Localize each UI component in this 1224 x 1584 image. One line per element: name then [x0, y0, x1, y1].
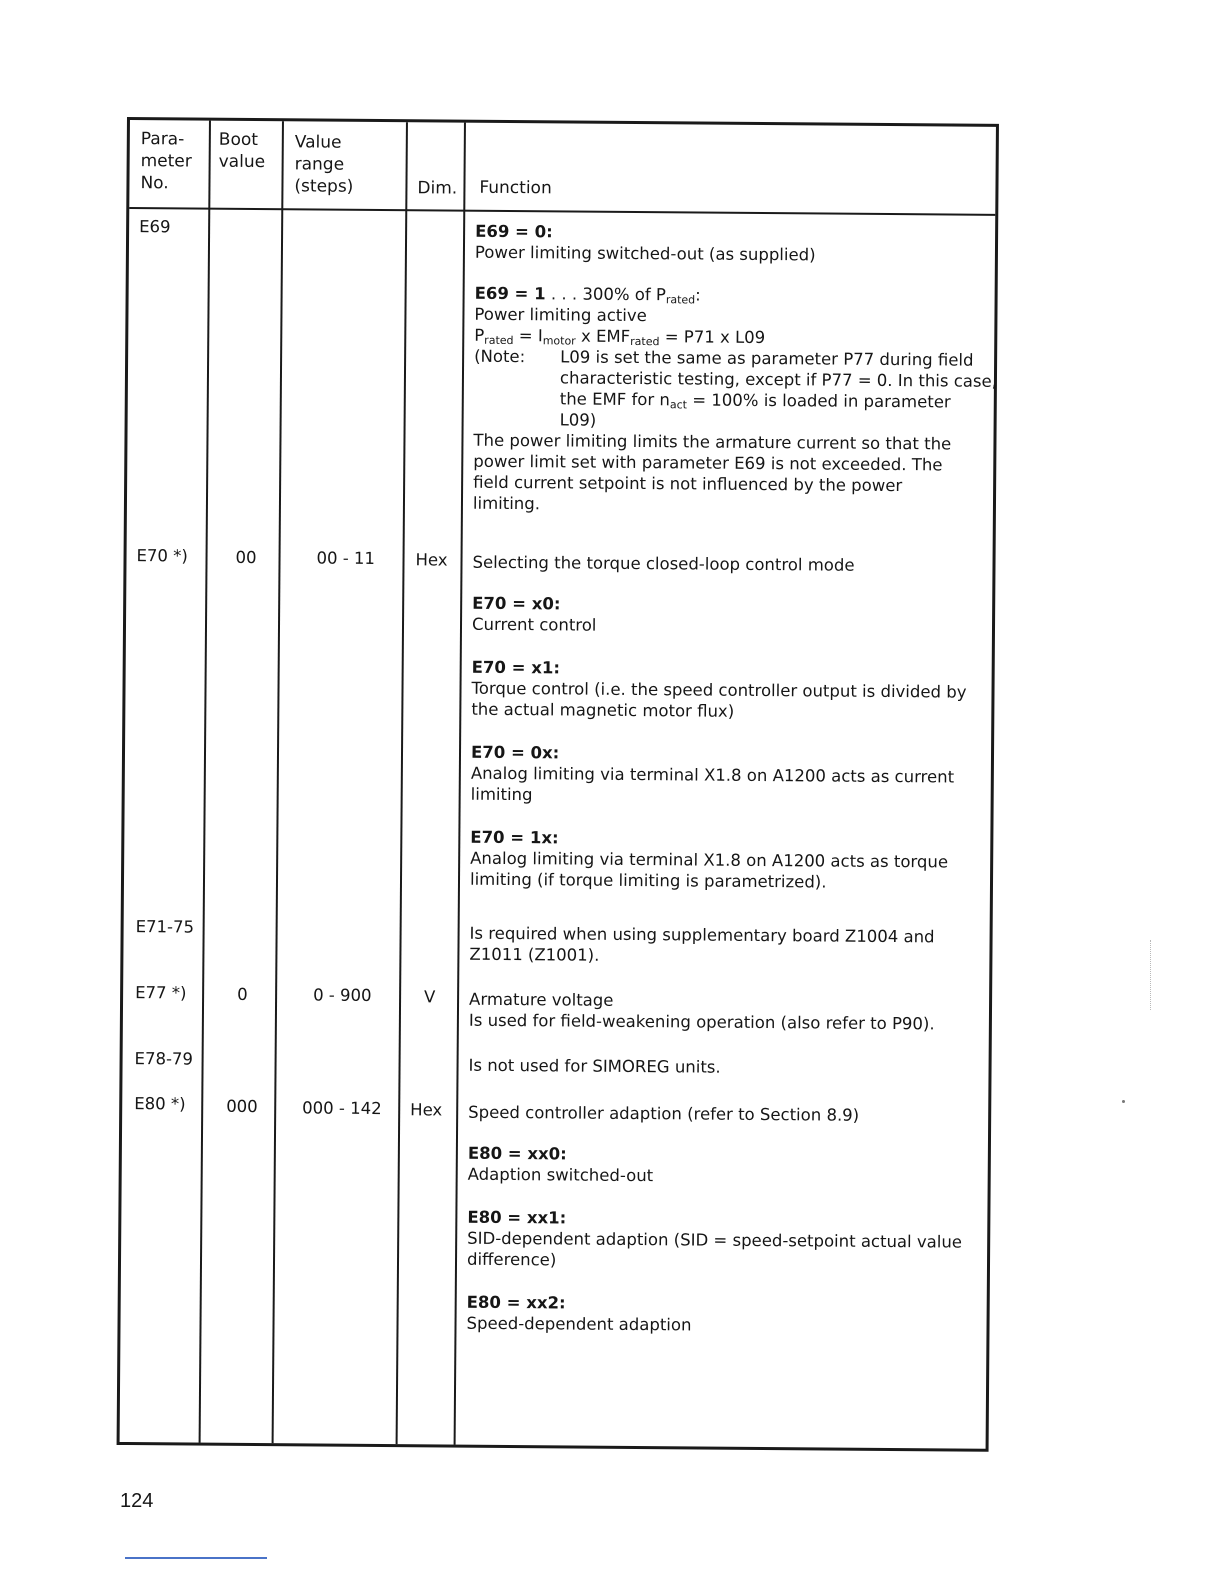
dim-e77: V: [424, 987, 436, 1007]
page-number: 124: [120, 1490, 154, 1512]
param-e69: E69: [139, 217, 171, 237]
header-boot: Boot value: [218, 129, 266, 173]
function-e78-79: Is not used for SIMOREG units.: [468, 1055, 721, 1077]
param-e77: E77 *): [135, 983, 187, 1003]
formula-prated: $P_{rated} = I_{motor}$ x $EMF_{rated} = P71$ x L09: [474, 325, 766, 349]
range-e70: 00 - 11: [316, 548, 376, 568]
column-divider: [199, 121, 211, 1443]
function-e80: Speed controller adaption (refer to Section 8.9) E80 = xx0: Adaption switched-out E80 = xx1: SID-dependent adaption (SID = speed-setpoint actual value difference) E80 = xx2: Speed-dependent adaption: [466, 1102, 963, 1335]
param-e70: E70 *): [136, 546, 188, 566]
scan-artifact: [1150, 940, 1157, 1010]
param-e80: E80 *): [134, 1094, 186, 1114]
boot-e77: 0: [237, 984, 248, 1004]
function-e71-75: Is required when using supplementary board Z1004 and Z1011 (Z1001).: [469, 923, 935, 965]
column-divider: [454, 123, 466, 1445]
parameter-table: [117, 117, 999, 1452]
header-function: Function: [479, 177, 552, 199]
column-divider: [272, 121, 284, 1443]
header-range: Value range (steps): [294, 132, 354, 197]
range-e80: 000 - 142: [302, 1098, 382, 1119]
function-e70: Selecting the torque closed-loop control mode E70 = x0: Current control E70 = x1: Torque control (i.e. the speed controller output is divided by the actual magnetic motor flux) E70 = 0x: Analog limiting via terminal X1.8 on A1200 acts as current limiting E70 = 1x: Analog limiting via terminal X1.8 on A1200 acts as torque limiting (if torque limiting is parametrized).: [469, 552, 967, 892]
param-e78-79: E78-79: [134, 1049, 194, 1069]
header-dim: Dim.: [417, 178, 458, 199]
header-param: Para- meter No.: [140, 129, 192, 194]
function-e77: Armature voltage Is used for field-weakening operation (also refer to P90).: [468, 989, 935, 1034]
boot-e80: 000: [226, 1096, 258, 1117]
footer-rule: [125, 1557, 267, 1559]
range-e77: 0 - 900: [313, 985, 372, 1005]
boot-e70: 00: [235, 547, 257, 568]
param-e71-75: E71-75: [135, 917, 195, 937]
dim-e80: Hex: [410, 1100, 443, 1120]
note-block: (Note: L09 is set the same as parameter P77 during field characteristic testing, except if P77 = 0. In this case, the EMF for $n_{act} = 100\%$ is loaded in parameter L09): [474, 346, 998, 430]
function-e69: E69 = 0: Power limiting switched-out (as supplied) E69 = 1 . . . 300% of $P_{rated}$: Power limiting active $P_{rated} = I_{motor}$ x $EMF_{rated} = P71$ x L09 (Note: L09 is set the same as parameter P77 during field characteristic testing, except if P77 = 0. In this case, the EMF for $n_{act} = 100\%$ is loaded in parameter L09) The power limiting limits the armature current so that the power limit set with parameter E69 is not exceeded. The field current setpoint is not influenced by the power limiting.: [472, 221, 998, 514]
header-rule: [129, 207, 995, 216]
column-divider: [396, 122, 408, 1444]
dim-e70: Hex: [415, 550, 448, 570]
scan-artifact: [1122, 1100, 1125, 1103]
